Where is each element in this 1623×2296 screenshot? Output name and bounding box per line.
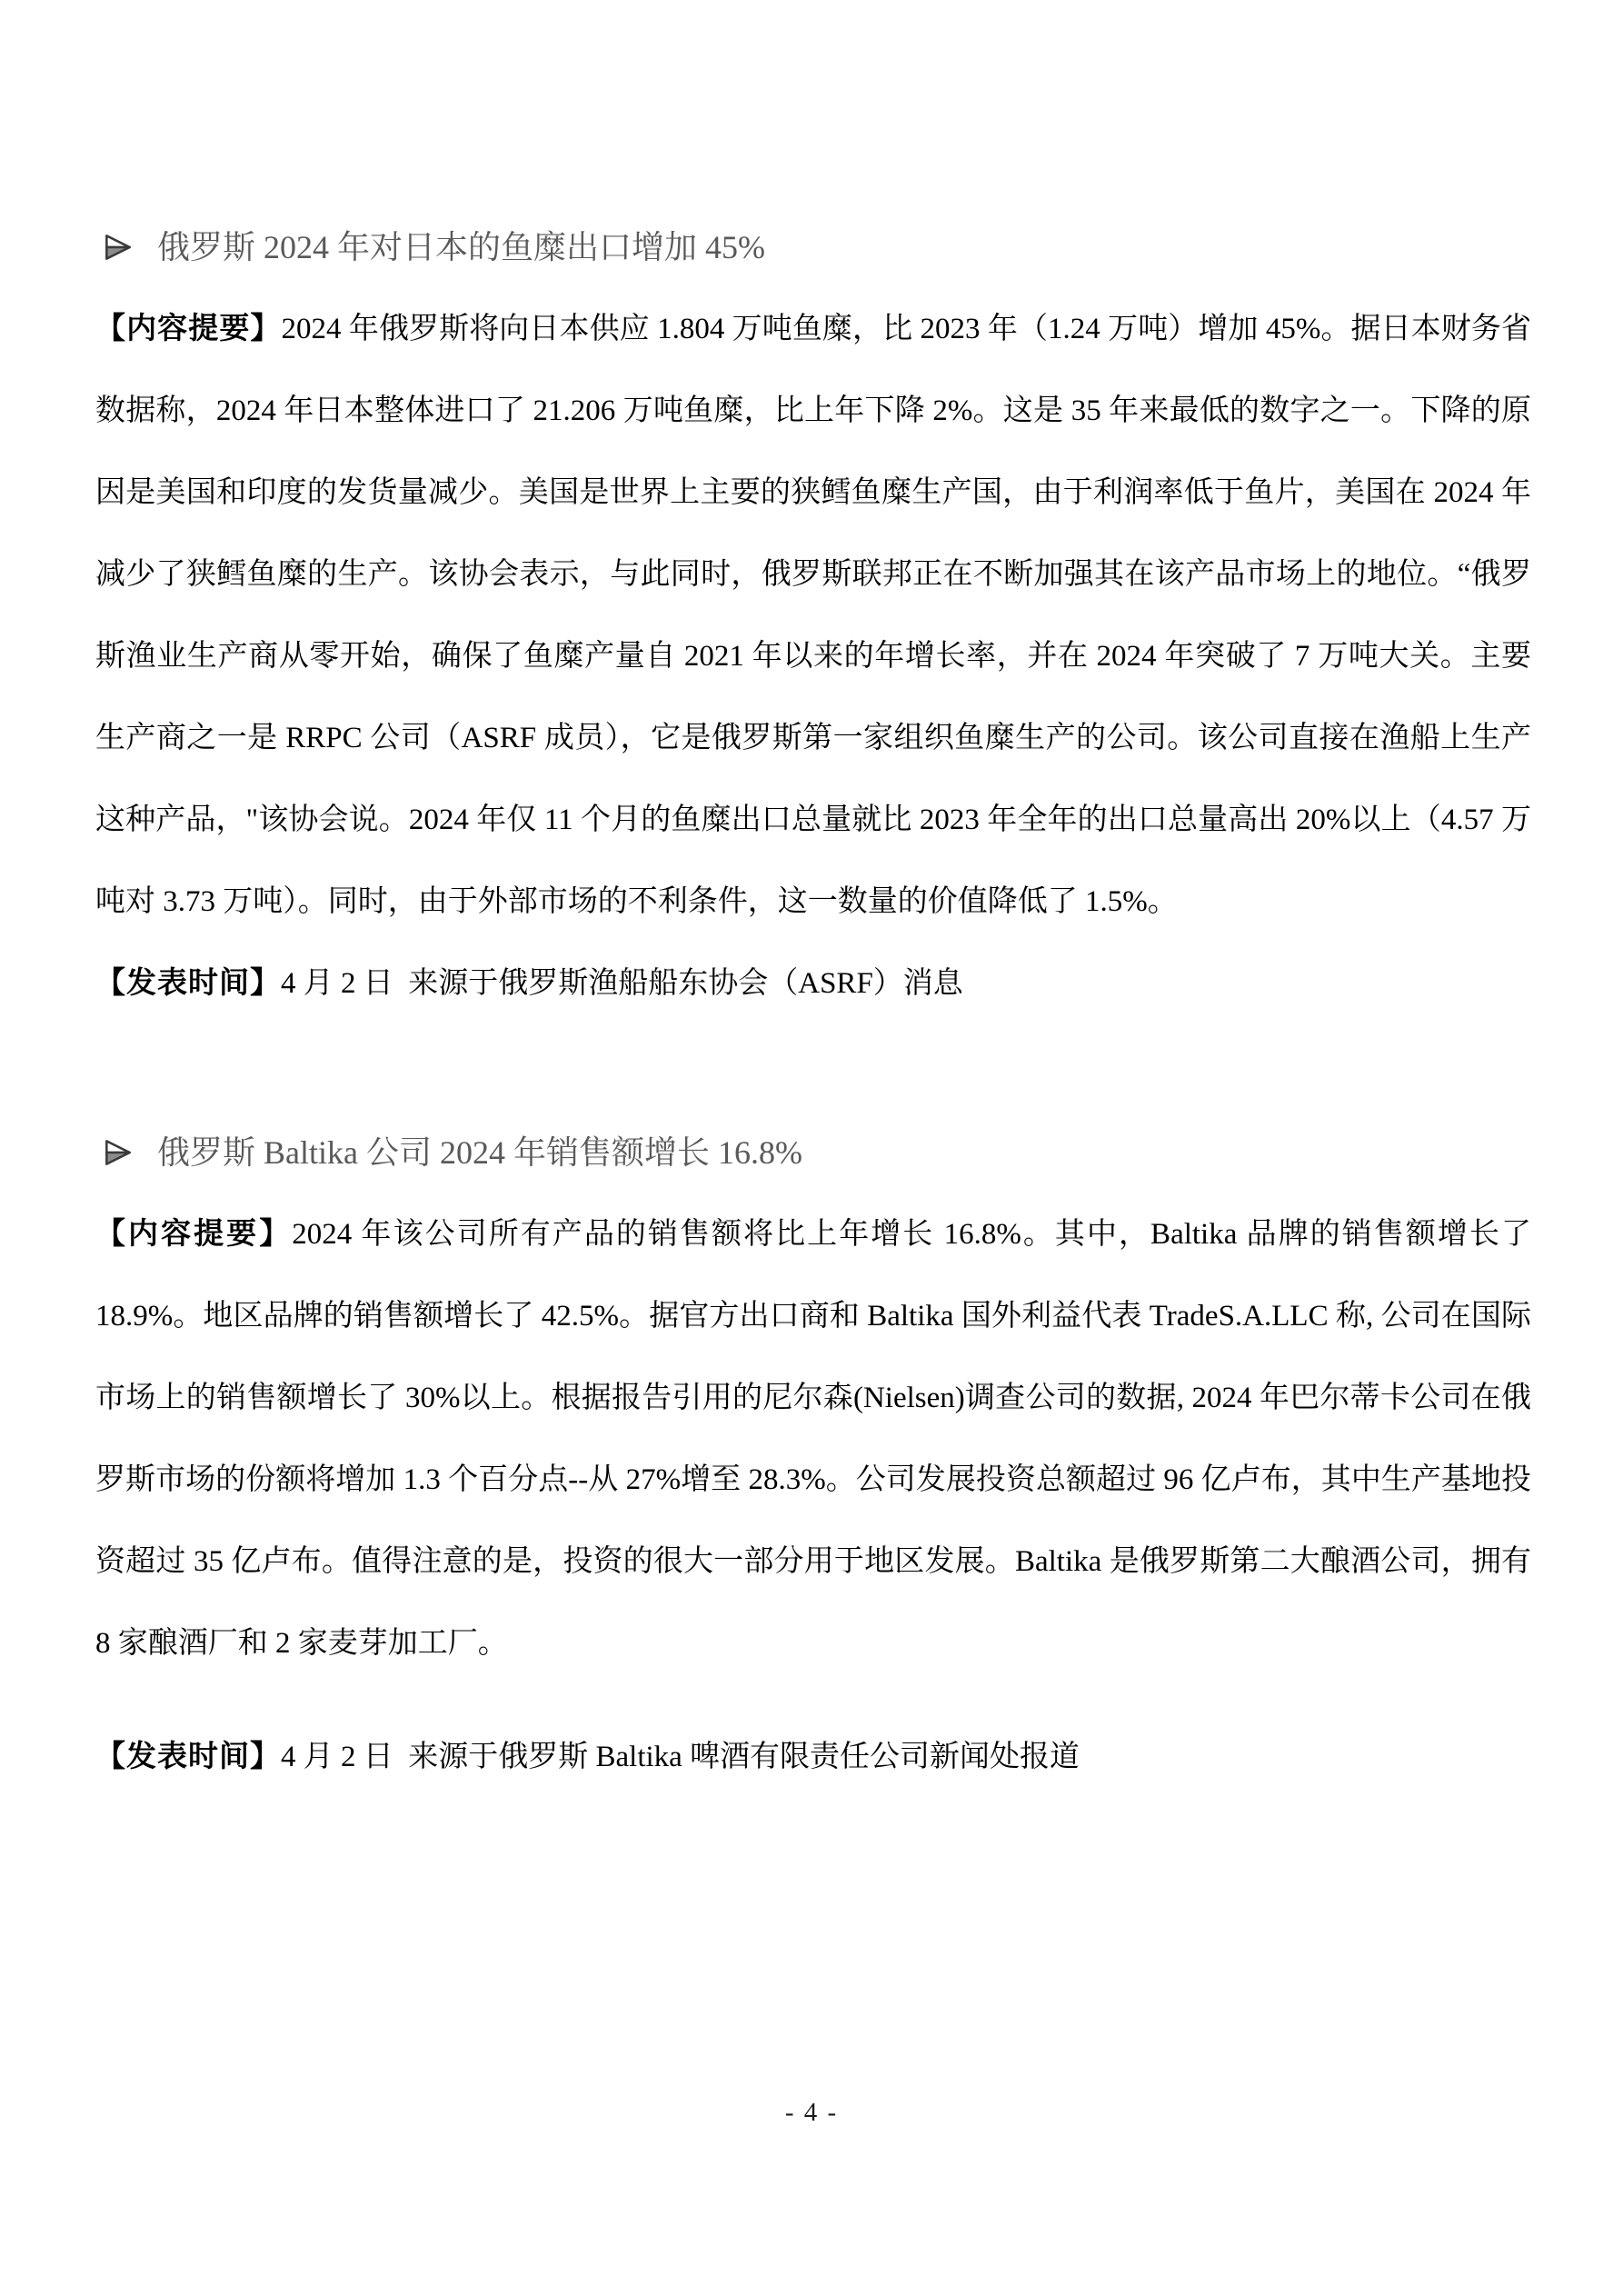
summary-text: 2024 年俄罗斯将向日本供应 1.804 万吨鱼糜，比 2023 年（1.24 万吨）增加 45%。据日本财务省数据称，2024 年日本整体进口了 21.206 万吨鱼糜，比上年下降 2%。这是 35 年来最低的数字之一。下降的原因是美国和印度的发货量减少。美国是世界上主要的狭鳕鱼糜生产国，由于利润率低于鱼片，美国在 2024 年减少了狭鳕鱼糜的生产。该协会表示，与此同时，俄罗斯联邦正在不断加强其在该产品市场上的地位。“俄罗斯渔业生产商从零开始，确保了鱼糜产量自 2021 年以来的年增长率，并在 2024 年突破了 7 万吨大关。主要生产商之一是 RRPC 公司（ASRF 成员），它是俄罗斯第一家组织鱼糜生产的公司。该公司直接在渔船上生产这种产品，"该协会说。2024 年仅 11 个月的鱼糜出口总量就比 2023 年全年的出口总量高出 20%以上（4.57 万吨对 3.73 万吨）。同时，由于外部市场的不利条件，这一数量的价值降低了 1.5%。: [95, 313, 1531, 918]
section-1-summary-paragraph: [95, 288, 1531, 943]
section-2-summary-paragraph: [95, 1193, 1531, 1684]
section-2-heading: [95, 1112, 1531, 1193]
summary-label: 【内容提要】: [95, 1218, 293, 1251]
section-2-title: 俄罗斯 Baltika 公司 2024 年销售额增长 16.8%: [157, 1134, 802, 1171]
section-1-publish-info: [95, 943, 1531, 1024]
arrow-bullet-icon: [101, 1135, 135, 1170]
section-1-heading: [95, 206, 1531, 288]
news-section-fish-meal: [95, 206, 1531, 1024]
section-2-publish-info: [95, 1716, 1531, 1798]
publish-date-text: 4 月 2 日 来源于俄罗斯 Baltika 啤酒有限责任公司新闻处报道: [281, 1741, 1080, 1773]
publish-date-text: 4 月 2 日 来源于俄罗斯渔船船东协会（ASRF）消息: [281, 967, 963, 1000]
publish-date-label: 【发表时间】: [95, 1741, 281, 1773]
section-1-title: 俄罗斯 2024 年对日本的鱼糜出口增加 45%: [157, 229, 765, 265]
summary-label: 【内容提要】: [95, 313, 282, 345]
page-number: - 4 -: [784, 2098, 839, 2127]
news-section-baltika: [95, 1112, 1531, 1798]
arrow-bullet-icon: [101, 230, 135, 265]
publish-date-label: 【发表时间】: [95, 967, 281, 1000]
summary-text: 2024 年该公司所有产品的销售额将比上年增长 16.8%。其中，Baltika 品牌的销售额增长了 18.9%。地区品牌的销售额增长了 42.5%。据官方出口商和 Baltika 国外利益代表 TradeS.A.LLC 称, 公司在国际市场上的销售额增长了 30%以上。根据报告引用的尼尔森(Nielsen)调查公司的数据, 2024 年巴尔蒂卡公司在俄罗斯市场的份额将增加 1.3 个百分点--从 27%增至 28.3%。公司发展投资总额超过 96 亿卢布，其中生产基地投资超过 35 亿卢布。值得注意的是，投资的很大一部分用于地区发展。Baltika 是俄罗斯第二大酿酒公司，拥有 8 家酿酒厂和 2 家麦芽加工厂。: [95, 1218, 1531, 1660]
